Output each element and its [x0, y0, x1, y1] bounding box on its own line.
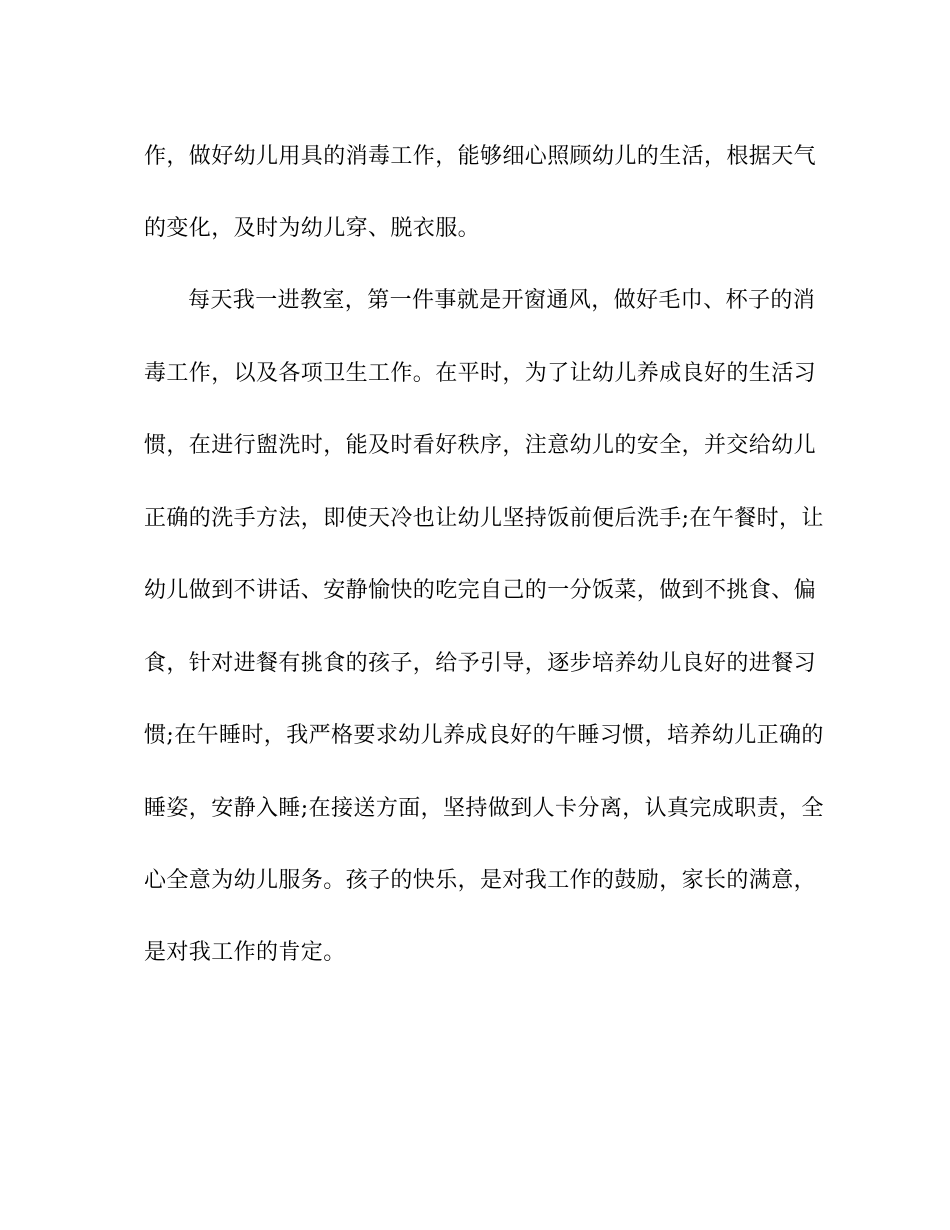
text-line-7: 幼儿做到不讲话、安静愉快的吃完自己的一分饭菜，做到不挑食、偏 [144, 578, 817, 603]
text-line-11: 心全意为幼儿服务。孩子的快乐，是对我工作的鼓励，家长的满意， [144, 868, 817, 893]
text-line-10: 睡姿，安静入睡;在接送方面，坚持做到人卡分离，认真完成职责，全 [144, 796, 824, 821]
text-line-5: 惯，在进行盥洗时，能及时看好秩序，注意幼儿的安全，并交给幼儿 [144, 433, 817, 458]
text-line-2: 的变化，及时为幼儿穿、脱衣服。 [144, 216, 481, 241]
text-line-12: 是对我工作的肯定。 [144, 940, 346, 965]
text-line-4: 毒工作，以及各项卫生工作。在平时，为了让幼儿养成良好的生活习 [144, 361, 817, 386]
text-line-8: 食，针对进餐有挑食的孩子，给予引导，逐步培养幼儿良好的进餐习 [144, 651, 817, 676]
text-line-9: 惯;在午睡时，我严格要求幼儿养成良好的午睡习惯，培养幼儿正确的 [144, 723, 824, 748]
text-line-1: 作，做好幼儿用具的消毒工作，能够细心照顾幼儿的生活，根据天气 [144, 144, 817, 169]
text-line-6: 正确的洗手方法，即使天冷也让幼儿坚持饭前便后洗手;在午餐时，让 [144, 506, 824, 531]
text-line-3: 每天我一进教室，第一件事就是开窗通风，做好毛巾、杯子的消 [188, 288, 816, 313]
